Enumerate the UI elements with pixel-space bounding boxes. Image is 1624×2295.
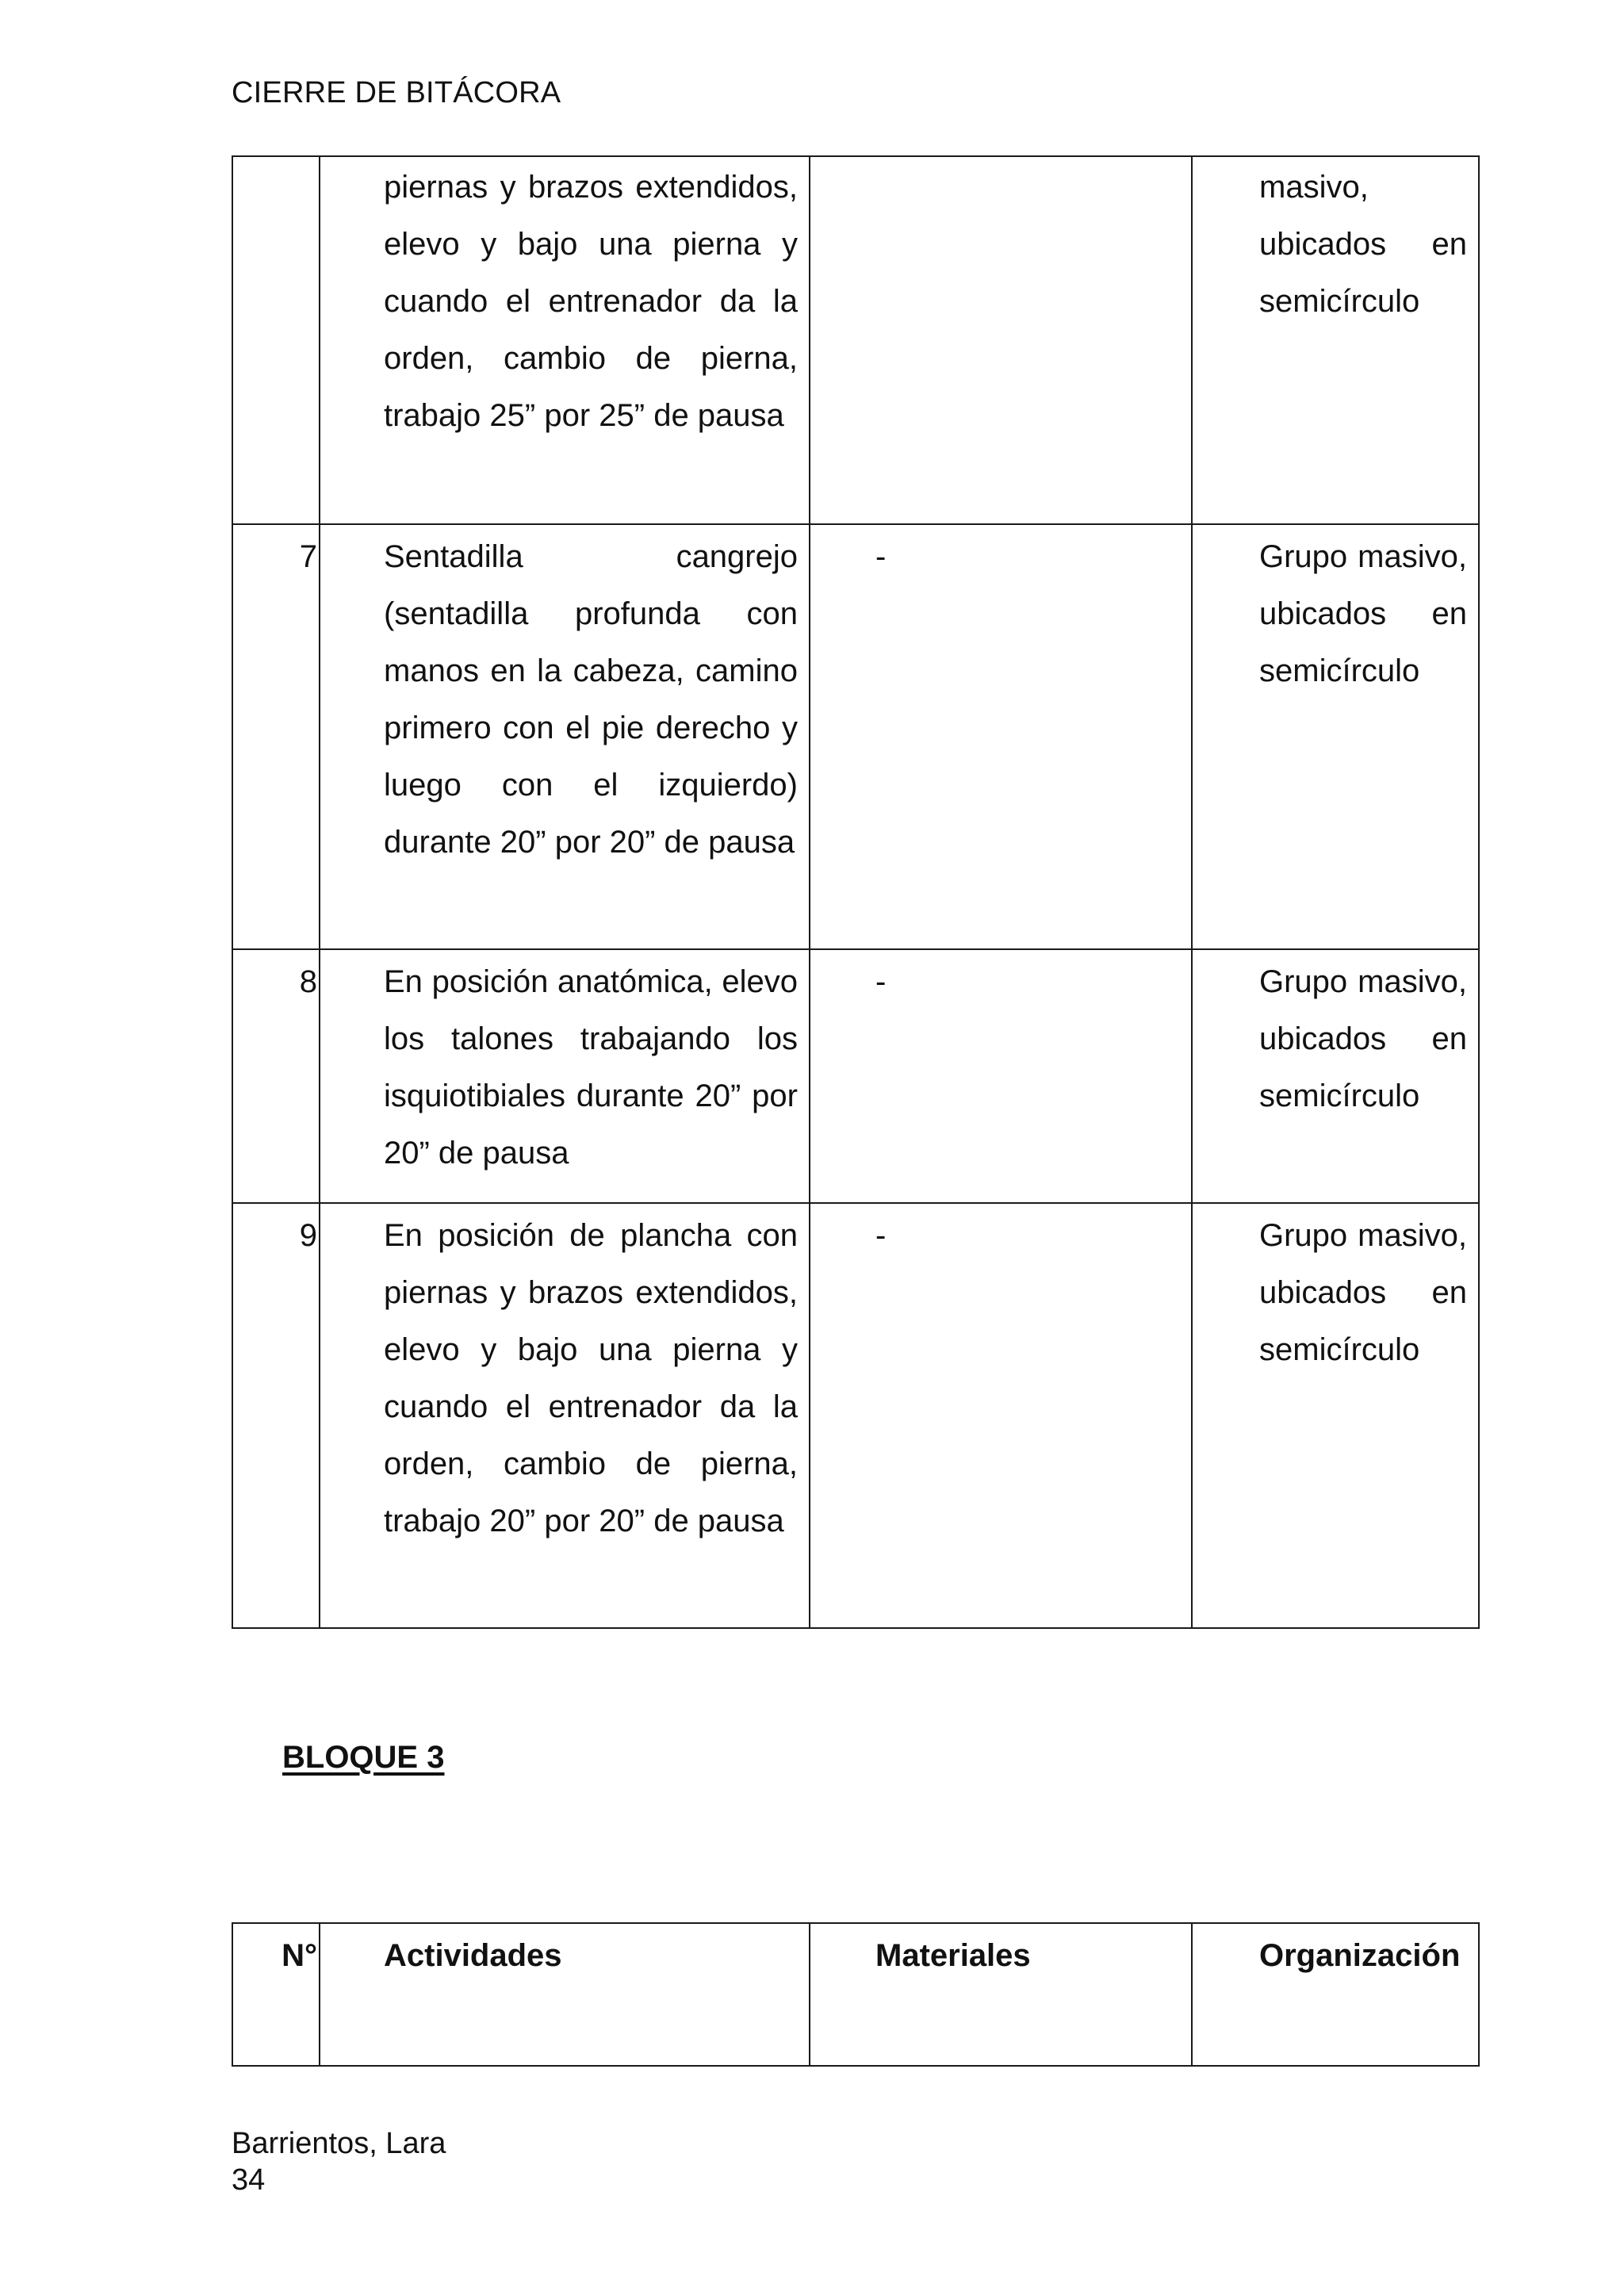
organization-cell — [1192, 524, 1479, 949]
row-number: 8 — [299, 964, 317, 999]
materials-cell — [810, 156, 1192, 524]
page-footer — [232, 2125, 446, 2198]
row-number: 9 — [299, 1218, 317, 1253]
table-row — [232, 156, 1479, 524]
organization-text: masivo, ubicados en semicírculo — [1259, 170, 1467, 319]
footer-author: Barrientos, Lara — [232, 2127, 446, 2160]
materials-text: - — [875, 539, 887, 574]
row-number: 7 — [299, 539, 317, 574]
header-number-cell — [232, 1923, 320, 2066]
materials-text: - — [875, 964, 887, 999]
organization-cell — [1192, 1203, 1479, 1628]
activity-text: piernas y brazos extendidos, elevo y bajo una pierna y cuando el entrenador da la orden, cambio de pierna, trabajo 25” por 25” de pausa — [384, 170, 798, 433]
organization-cell — [1192, 949, 1479, 1203]
row-number-cell — [232, 156, 320, 524]
activity-cell — [320, 524, 810, 949]
header-materials-cell — [810, 1923, 1192, 2066]
organization-text: Grupo masivo, ubicados en semicírculo — [1259, 539, 1467, 688]
column-header-organization: Organización — [1259, 1938, 1461, 1973]
section-heading: BLOQUE 3 — [282, 1740, 445, 1775]
organization-text: Grupo masivo, ubicados en semicírculo — [1259, 964, 1467, 1113]
materials-cell — [810, 949, 1192, 1203]
activity-text: En posición de plancha con piernas y brazos extendidos, elevo y bajo una pierna y cuando el entrenador da la orden, cambio de pierna, trabajo 20” por 20” de pausa — [384, 1218, 798, 1538]
activities-table-continued — [232, 155, 1480, 1629]
header-organization-cell — [1192, 1923, 1479, 2066]
activity-text: Sentadilla cangrejo (sentadilla profunda con manos en la cabeza, camino primero con el pie derecho y luego con el izquierdo) durante 20” por 20” de pausa — [384, 539, 798, 860]
column-header-activities: Actividades — [384, 1938, 562, 1973]
row-number-cell — [232, 949, 320, 1203]
activity-cell — [320, 949, 810, 1203]
activities-table-bloque-3 — [232, 1922, 1480, 2067]
column-header-number: N° — [282, 1938, 317, 1973]
table-header-row — [232, 1923, 1479, 2066]
column-header-materials: Materiales — [875, 1938, 1031, 1973]
table-row — [232, 524, 1479, 949]
activity-text: En posición anatómica, elevo los talones trabajando los isquiotibiales durante 20” por 20” de pausa — [384, 964, 798, 1170]
page-header: CIERRE DE BITÁCORA — [232, 76, 561, 109]
row-number-cell — [232, 1203, 320, 1628]
activity-cell — [320, 156, 810, 524]
organization-cell — [1192, 156, 1479, 524]
materials-text: - — [875, 1218, 887, 1253]
table-row — [232, 1203, 1479, 1628]
activity-cell — [320, 1203, 810, 1628]
row-number-cell — [232, 524, 320, 949]
header-activities-cell — [320, 1923, 810, 2066]
table-row — [232, 949, 1479, 1203]
footer-page-number: 34 — [232, 2163, 266, 2197]
materials-cell — [810, 524, 1192, 949]
organization-text: Grupo masivo, ubicados en semicírculo — [1259, 1218, 1467, 1367]
materials-cell — [810, 1203, 1192, 1628]
